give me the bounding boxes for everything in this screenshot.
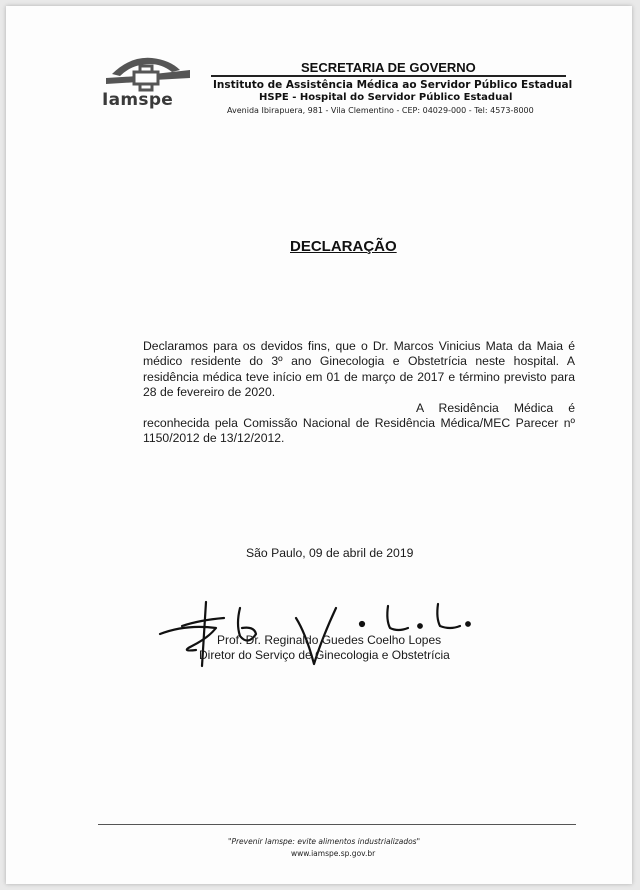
declaration-paragraph: Declaramos para os devidos fins, que o Dr. Marcos Vinicius Mata da Maia é médico residente do 3º ano Ginecologia e Obstetrícia neste hospital. A residência médica teve início em 01 de março de 2017 e término previsto para 28 de fevereiro de 2020. — [143, 339, 575, 400]
header-divider — [211, 75, 566, 77]
signer-role: Diretor do Serviço de Ginecologia e Obstetrícia — [199, 648, 450, 662]
hospital-name: HSPE - Hospital do Servidor Público Estadual — [259, 92, 513, 103]
logo-wordmark: Iamspe — [102, 90, 174, 110]
document-body — [143, 339, 575, 447]
hospital-address: Avenida Ibirapuera, 981 - Vila Clementino - CEP: 04029-000 - Tel: 4573-8000 — [227, 106, 534, 115]
signer-name: Prof. Dr. Reginaldo Guedes Coelho Lopes — [217, 633, 442, 647]
document-page — [6, 6, 632, 884]
date-line: São Paulo, 09 de abril de 2019 — [246, 546, 414, 560]
footer-website: www.iamspe.sp.gov.br — [291, 849, 376, 858]
institute-name: Instituto de Assistência Médica ao Servidor Público Estadual — [213, 79, 573, 91]
organization-name: SECRETARIA DE GOVERNO — [301, 60, 476, 75]
footer-slogan: "Prevenir Iamspe: evite alimentos industrializados" — [228, 837, 421, 846]
footer-divider — [98, 824, 576, 825]
recognition-paragraph: A Residência Médica é reconhecida pela Comissão Nacional de Residência Médica/MEC Parecer nº 1150/2012 de 13/12/2012. — [143, 400, 575, 446]
document-title: DECLARAÇÃO — [290, 238, 397, 255]
